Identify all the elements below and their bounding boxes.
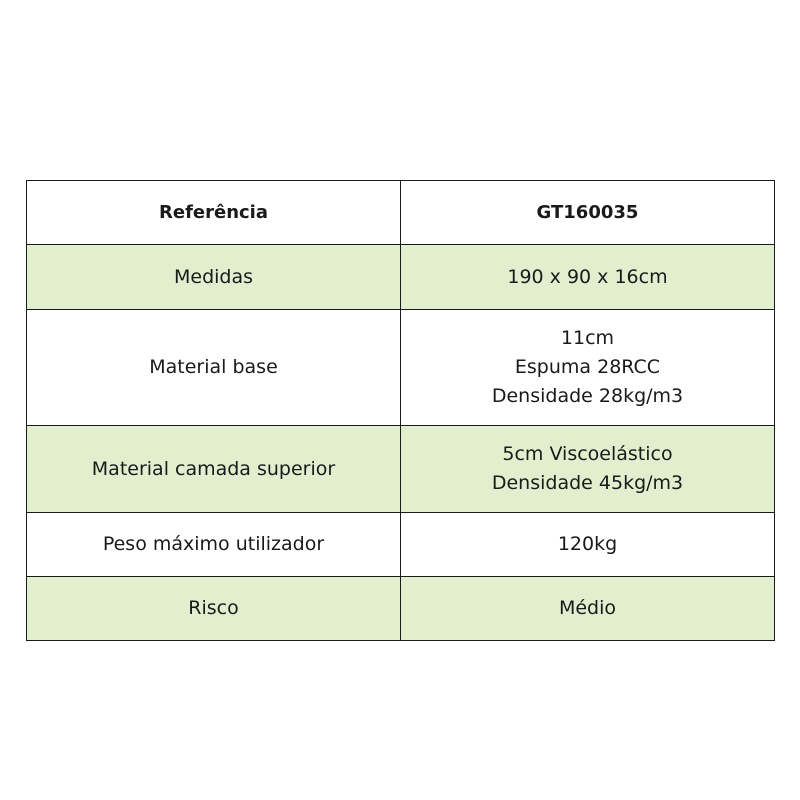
row-value-cell bbox=[401, 577, 775, 641]
header-label-cell bbox=[27, 181, 401, 245]
row-label-cell bbox=[27, 577, 401, 641]
row-label-cell bbox=[27, 426, 401, 513]
table-row-medidas bbox=[27, 245, 775, 310]
row-label: Material base bbox=[149, 356, 278, 378]
row-value-line: 120kg bbox=[557, 533, 618, 555]
row-value-line: 5cm Viscoelástico bbox=[502, 443, 673, 465]
table-header-row bbox=[27, 181, 775, 245]
row-label: Medidas bbox=[173, 265, 254, 288]
row-label-cell bbox=[27, 245, 401, 310]
row-value-cell bbox=[401, 426, 775, 513]
table-row-risco bbox=[27, 577, 775, 641]
row-value-cell bbox=[401, 310, 775, 426]
table-row-material-base bbox=[27, 310, 775, 426]
row-value-line: 11cm bbox=[560, 327, 615, 349]
row-value-line: Espuma 28RCC bbox=[514, 356, 661, 378]
row-label-cell bbox=[27, 513, 401, 577]
row-label: Peso máximo utilizador bbox=[102, 533, 325, 555]
row-value-line: 190 x 90 x 16cm bbox=[507, 265, 668, 288]
row-value-cell bbox=[401, 245, 775, 310]
row-value-cell bbox=[401, 513, 775, 577]
header-value: GT160035 bbox=[536, 202, 639, 223]
row-value-line: Médio bbox=[558, 597, 617, 619]
row-label: Risco bbox=[188, 597, 239, 619]
header-value-cell bbox=[401, 181, 775, 245]
table-row-material-camada-superior bbox=[27, 426, 775, 513]
row-label-cell bbox=[27, 310, 401, 426]
header-label: Referência bbox=[159, 202, 268, 223]
table-row-peso-maximo bbox=[27, 513, 775, 577]
row-value-line: Densidade 28kg/m3 bbox=[491, 385, 684, 407]
row-value-line: Densidade 45kg/m3 bbox=[491, 472, 684, 494]
row-label: Material camada superior bbox=[91, 457, 336, 480]
specification-table bbox=[26, 180, 775, 641]
